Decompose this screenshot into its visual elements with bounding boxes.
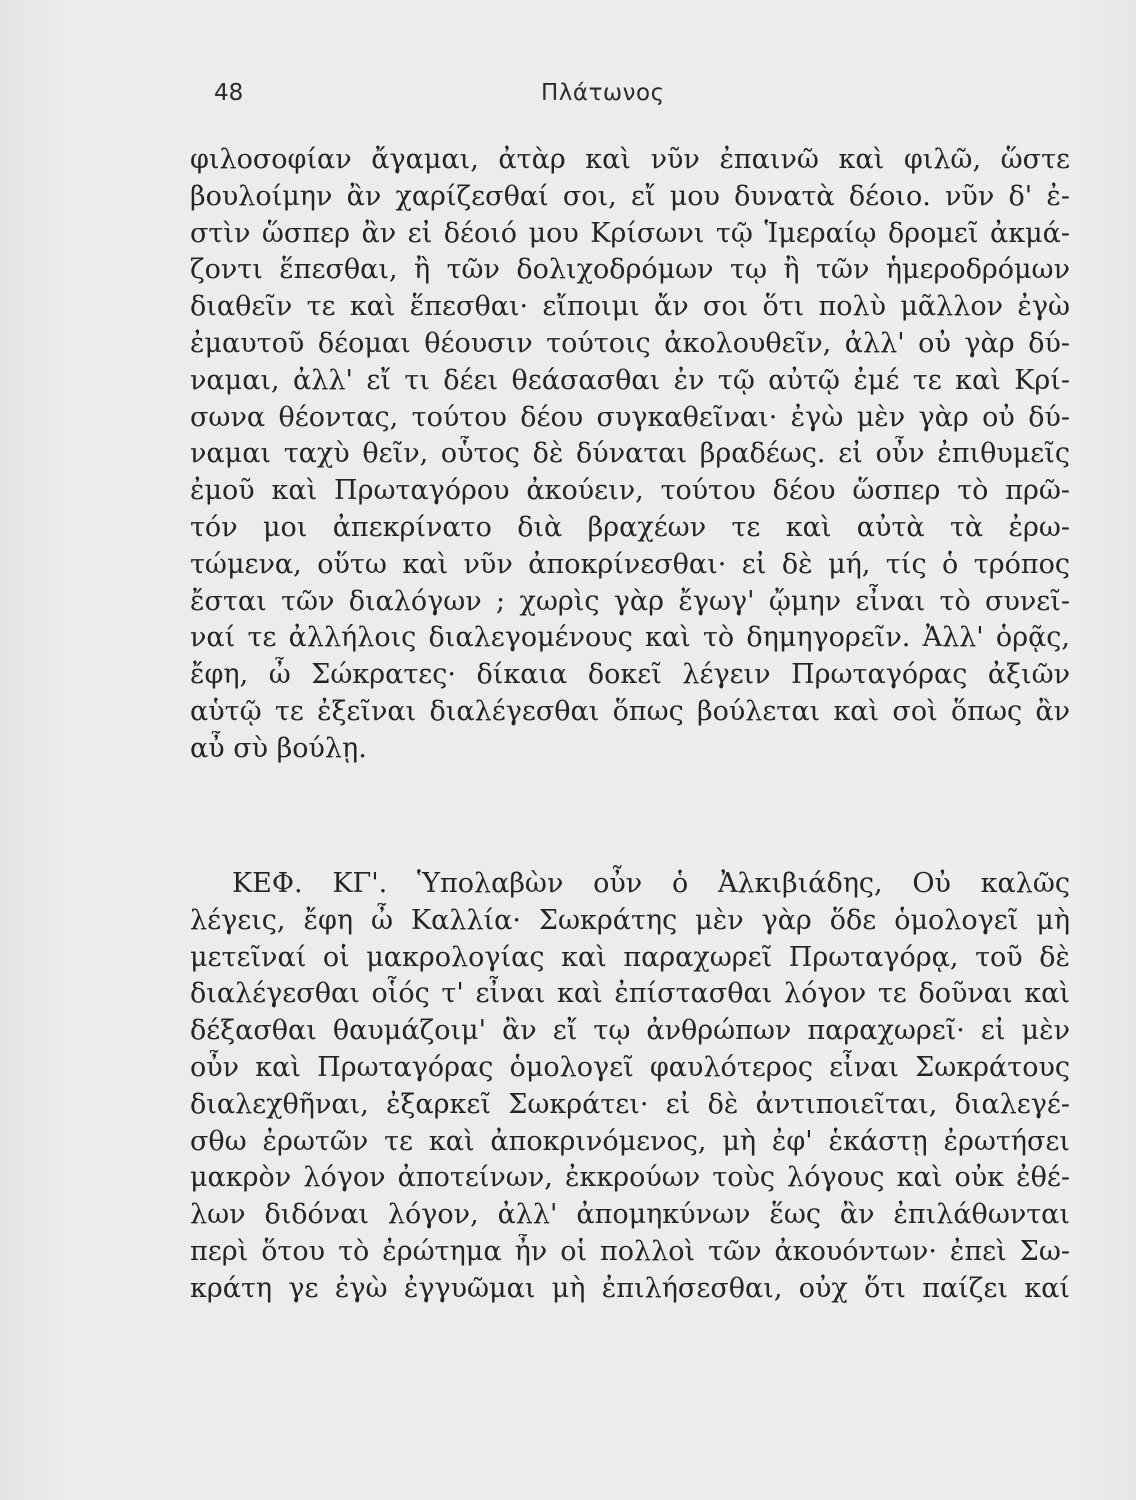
text-line: φιλοσοφίαν ἄγαμαι, ἀτὰρ καὶ νῦν ἐπαινῶ καὶ φιλῶ, ὥστε xyxy=(190,144,1070,175)
text-line: ναμαι, ἀλλ' εἴ τι δέει θεάσασθαι ἐν τῷ αὐτῷ ἐμέ τε καὶ Κρί- xyxy=(190,364,1070,396)
text-line: ἐμαυτοῦ δέομαι θέουσιν τούτοις ἀκολουθεῖν, ἀλλ' οὐ γὰρ δύ- xyxy=(190,327,1070,359)
text-line: βουλοίμην ἂν χαρίζεσθαί σοι, εἴ μου δυνατὰ δέοιο. νῦν δ' ἐ- xyxy=(190,180,1070,212)
text-line: λέγεις, ἔφη ὦ Καλλία· Σωκράτης μὲν γὰρ ὅδε ὁμολογεῖ μὴ xyxy=(190,904,1070,936)
text-line: σθω ἐρωτῶν τε καὶ ἀποκρινόμενος, μὴ ἐφ' ἑκάστῃ ἐρωτήσει xyxy=(190,1125,1070,1157)
text-line: διαλεχθῆναι, ἐξαρκεῖ Σωκράτει· εἰ δὲ ἀντιποιεῖται, διαλεγέ- xyxy=(190,1088,1070,1120)
text-line: ἐμοῦ καὶ Πρωταγόρου ἀκούειν, τούτου δέου ὥσπερ τὸ πρῶ- xyxy=(190,475,1070,507)
text-line: μετεῖναί οἱ μακρολογίας καὶ παραχωρεῖ Πρωταγόρᾳ, τοῦ δὲ xyxy=(190,941,1070,973)
text-line: περὶ ὅτου τὸ ἐρώτημα ἦν οἱ πολλοὶ τῶν ἀκουόντων· ἐπεὶ Σω- xyxy=(190,1235,1070,1267)
chapter-first-line-text: Ὑπολαβὼν οὖν ὁ Ἀλκιβιάδης, Οὐ καλῶς xyxy=(417,868,1070,899)
text-line: διαλέγεσθαι οἷός τ' εἶναι καὶ ἐπίστασθαι λόγον τε δοῦναι καὶ xyxy=(190,978,1070,1010)
page-number: 48 xyxy=(214,80,244,106)
text-line: ἔσται τῶν διαλόγων ; χωρὶς γὰρ ἔγωγ' ᾤμην εἶναι τὸ συνεῖ- xyxy=(190,585,1070,617)
text-line: ἔφη, ὦ Σώκρατες· δίκαια δοκεῖ λέγειν Πρωταγόρας ἀξιῶν xyxy=(190,659,1070,691)
text-line: λων διδόναι λόγον, ἀλλ' ἀπομηκύνων ἕως ἂν ἐπιλάθωνται xyxy=(190,1199,1070,1231)
text-line: στὶν ὥσπερ ἂν εἰ δέοιό μου Κρίσωνι τῷ Ἱμεραίῳ δρομεῖ ἀκμά- xyxy=(190,217,1070,249)
text-line: τώμενα, οὕτω καὶ νῦν ἀποκρίνεσθαι· εἰ δὲ μή, τίς ὁ τρόπος xyxy=(190,548,1070,580)
chapter-heading: ΚΕΦ. ΚΓ'. xyxy=(232,868,388,899)
text-line: τόν μοι ἀπεκρίνατο διὰ βραχέων τε καὶ αὐτὰ τὰ ἐρω- xyxy=(190,511,1070,543)
chapter-first-line xyxy=(190,866,1070,903)
text-line: δέξασθαι θαυμάζοιμ' ἂν εἴ τῳ ἀνθρώπων παραχωρεῖ· εἰ μὲν xyxy=(190,1015,1070,1047)
text-line: διαθεῖν τε καὶ ἕπεσθαι· εἴποιμι ἄν σοι ὅτι πολὺ μᾶλλον ἐγὼ xyxy=(190,291,1070,323)
text-line: κράτη γε ἐγὼ ἐγγυῶμαι μὴ ἐπιλήσεσθαι, οὐχ ὅτι παίζει καί xyxy=(190,1272,1070,1304)
paragraph-1 xyxy=(190,142,1070,768)
page-header xyxy=(0,80,1136,116)
text-line: μακρὸν λόγον ἀποτείνων, ἐκκρούων τοὺς λόγους καὶ οὐκ ἐθέ- xyxy=(190,1162,1070,1194)
text-line: ναί τε ἀλλήλοις διαλεγομένους καὶ τὸ δημηγορεῖν. Ἀλλ' ὁρᾷς, xyxy=(190,622,1070,654)
text-line: ζοντι ἕπεσθαι, ἢ τῶν δολιχοδρόμων τῳ ἢ τῶν ἡμεροδρόμων xyxy=(190,254,1070,286)
text-line: ναμαι ταχὺ θεῖν, οὗτος δὲ δύναται βραδέως. εἰ οὖν ἐπιθυμεῖς xyxy=(190,438,1070,470)
running-head: Πλάτωνος xyxy=(541,80,665,106)
paragraph-2 xyxy=(190,866,1070,1308)
text-line: οὖν καὶ Πρωταγόρας ὁμολογεῖ φαυλότερος εἶναι Σωκράτους xyxy=(190,1051,1070,1083)
text-line: σωνα θέοντας, τούτου δέου συγκαθεῖναι· ἐγὼ μὲν γὰρ οὐ δύ- xyxy=(190,401,1070,433)
text-line: αὖ σὺ βούλῃ. xyxy=(190,732,367,764)
text-line: αὑτῷ τε ἐξεῖναι διαλέγεσθαι ὅπως βούλεται καὶ σοὶ ὅπως ἂν xyxy=(190,695,1070,727)
